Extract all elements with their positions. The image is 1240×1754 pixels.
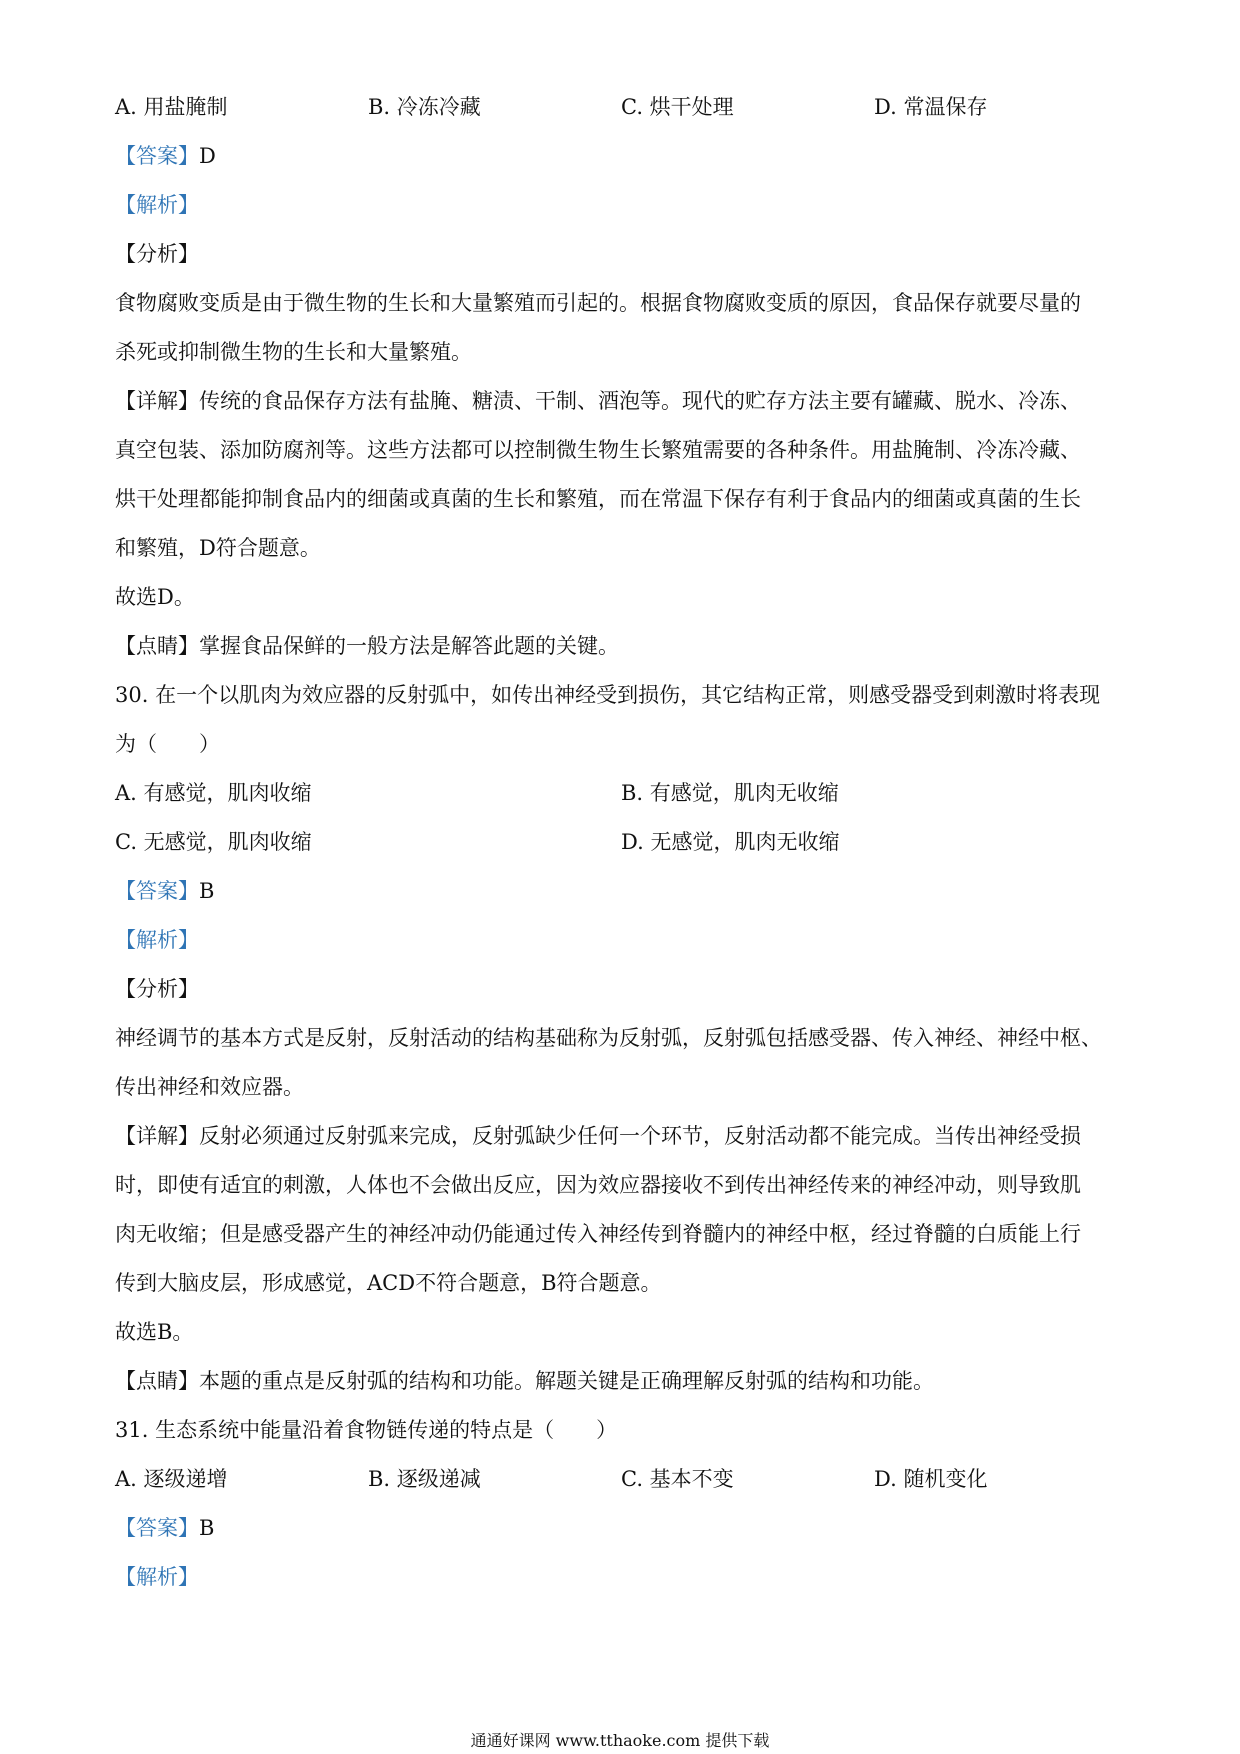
q30-question-line-2: 为（ ）: [115, 732, 220, 756]
dianjing-text: 本题的重点是反射弧的结构和功能。解题关键是正确理解反射弧的结构和功能。: [199, 1369, 934, 1393]
q30-xiangjie-line-3: 肉无收缩；但是感受器产生的神经冲动仍能通过传入神经传到脊髓内的神经中枢，经过脊髓的白质能上行: [115, 1222, 1081, 1246]
q30-option-b: B. 有感觉，肌肉无收缩: [621, 781, 839, 805]
answer-value: B: [199, 1516, 215, 1540]
q30-xiangjie-line-2: 时，即使有适宜的刺激，人体也不会做出反应，因为效应器接收不到传出神经传来的神经冲动，则导致肌: [115, 1173, 1081, 1197]
q30-xiangjie-line-4: 传到大脑皮层，形成感觉，ACD不符合题意，B符合题意。: [115, 1271, 662, 1295]
dianjing-text: 掌握食品保鲜的一般方法是解答此题的关键。: [199, 634, 619, 658]
q29-xiangjie-line-2: 真空包装、添加防腐剂等。这些方法都可以控制微生物生长繁殖需要的各种条件。用盐腌制、冷冻冷藏、: [115, 438, 1081, 462]
q29-guxuan: 故选D。: [115, 585, 195, 609]
q29-option-b: B. 冷冻冷藏: [368, 95, 481, 119]
q29-option-a: A. 用盐腌制: [115, 95, 228, 119]
q31-option-b: B. 逐级递减: [368, 1467, 481, 1491]
q31-question: 31. 生态系统中能量沿着食物链传递的特点是（ ）: [115, 1418, 618, 1442]
q31-option-c: C. 基本不变: [621, 1467, 734, 1491]
xiangjie-text: 反射必须通过反射弧来完成，反射弧缺少任何一个环节，反射活动都不能完成。当传出神经受损: [199, 1124, 1081, 1148]
q30-question-line-1: 30. 在一个以肌肉为效应器的反射弧中，如传出神经受到损伤，其它结构正常，则感受器受到刺激时将表现: [115, 683, 1101, 707]
q29-jiexi-tag: 【解析】: [115, 193, 199, 217]
q30-option-d: D. 无感觉，肌肉无收缩: [621, 830, 840, 854]
xiangjie-text: 传统的食品保存方法有盐腌、糖渍、干制、酒泡等。现代的贮存方法主要有罐藏、脱水、冷冻、: [199, 389, 1081, 413]
q30-fenxi-line-2: 传出神经和效应器。: [115, 1075, 304, 1099]
q30-dianjing: [115, 1366, 934, 1396]
q29-xiangjie-line-4: 和繁殖，D符合题意。: [115, 536, 321, 560]
q29-option-d: D. 常温保存: [874, 95, 988, 119]
q30-guxuan: 故选B。: [115, 1320, 194, 1344]
q30-xiangjie-line-1: [115, 1121, 1081, 1151]
xiangjie-tag: 【详解】: [115, 389, 199, 413]
q30-option-c: C. 无感觉，肌肉收缩: [115, 830, 312, 854]
xiangjie-tag: 【详解】: [115, 1124, 199, 1148]
q29-fenxi-tag: 【分析】: [115, 242, 199, 266]
answer-tag: 【答案】: [115, 879, 199, 903]
answer-tag: 【答案】: [115, 1516, 199, 1540]
q30-fenxi-line-1: 神经调节的基本方式是反射，反射活动的结构基础称为反射弧，反射弧包括感受器、传入神经、神经中枢、: [115, 1026, 1102, 1050]
q30-answer: [115, 876, 214, 906]
answer-value: D: [199, 144, 216, 168]
q30-option-a: A. 有感觉，肌肉收缩: [115, 781, 312, 805]
q31-option-d: D. 随机变化: [874, 1467, 988, 1491]
dianjing-tag: 【点睛】: [115, 1369, 199, 1393]
q31-answer: [115, 1513, 214, 1543]
q31-option-a: A. 逐级递增: [115, 1467, 228, 1491]
answer-value: B: [199, 879, 215, 903]
q29-fenxi-line-1: 食物腐败变质是由于微生物的生长和大量繁殖而引起的。根据食物腐败变质的原因，食品保存就要尽量的: [115, 291, 1081, 315]
q29-xiangjie-line-3: 烘干处理都能抑制食品内的细菌或真菌的生长和繁殖，而在常温下保存有利于食品内的细菌或真菌的生长: [115, 487, 1081, 511]
q31-jiexi-tag: 【解析】: [115, 1565, 199, 1589]
page-footer: 通通好课网 www.tthaoke.com 提供下载: [470, 1731, 770, 1750]
q29-dianjing: [115, 631, 619, 661]
q30-jiexi-tag: 【解析】: [115, 928, 199, 952]
q29-xiangjie-line-1: [115, 386, 1081, 416]
answer-tag: 【答案】: [115, 144, 199, 168]
q29-answer: [115, 141, 216, 171]
q29-option-c: C. 烘干处理: [621, 95, 734, 119]
q29-fenxi-line-2: 杀死或抑制微生物的生长和大量繁殖。: [115, 340, 472, 364]
dianjing-tag: 【点睛】: [115, 634, 199, 658]
q30-fenxi-tag: 【分析】: [115, 977, 199, 1001]
